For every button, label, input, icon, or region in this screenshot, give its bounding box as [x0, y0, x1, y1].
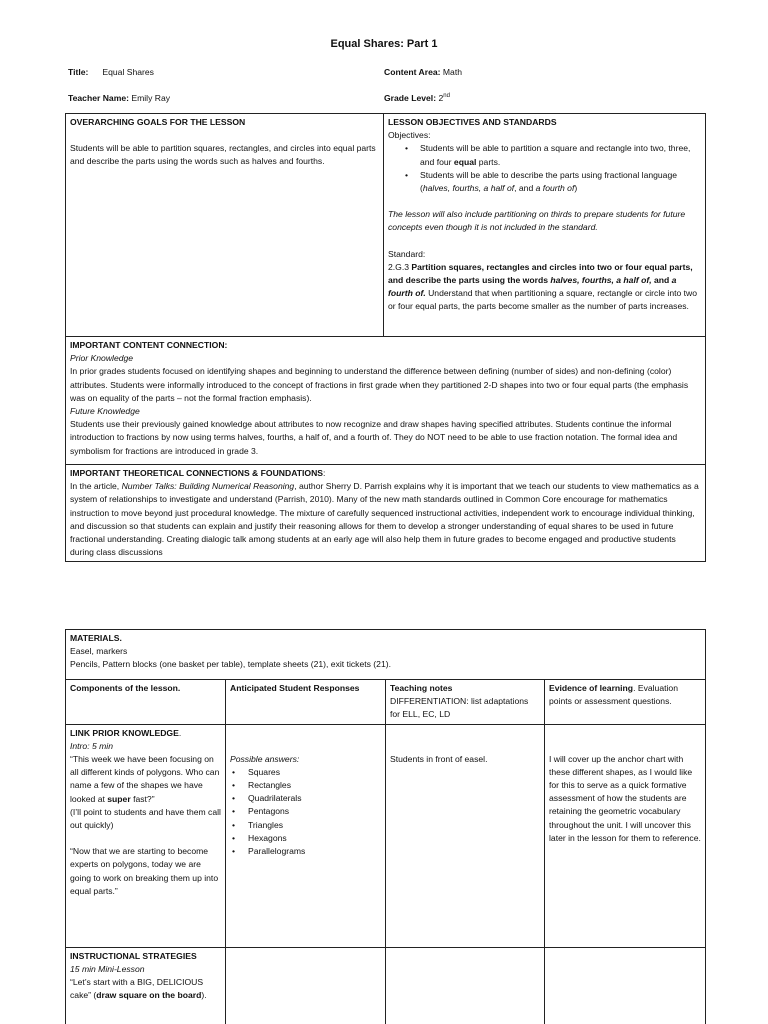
meta-grade-sup: nd — [443, 93, 450, 100]
materials-cell — [66, 630, 706, 680]
materials-heading: MATERIALS. — [70, 633, 122, 643]
meta-title-value: Equal Shares — [102, 67, 154, 77]
row1-note: (I’ll point to students and have them call out quickly) — [70, 806, 221, 831]
row2-evidence-cell — [545, 947, 706, 1024]
column-header-responses: Anticipated Student Responses — [226, 680, 386, 725]
possible-answers-label: Possible answers: — [230, 753, 300, 764]
future-knowledge-label: Future Knowledge — [70, 406, 140, 417]
lesson-overview-table — [65, 113, 706, 562]
theory-text: In the article, Number Talks: Building Numerical Reasoning, author Sherry D. Parrish explains why it is important that we teach our students to view mathematics as a system of relationships to investigate and understand (Parrish, 2010). Many of the new math standards outlined in Common Core encourage for mathematics instruction to move beyond just procedural knowledge. The mixture of carefully sequenced instructional activities, independent work to encourage individual thinking, and discussion so that students can explain and justify their reasoning allows for them to develop a stronger understanding of equal shares to be used in future fractional understanding. Creating dialogic talk among students at an early age will also help them in future grades to become engaged and productive students during class discussions — [70, 481, 699, 558]
standard-text: 2.G.3 Partition squares, rectangles and circles into two or four equal parts, and describe the parts using the words halves, fourths, a half of, and a fourth of. Understand that when partitioning a square, rectangle or circle into two or four equal parts, the parts become smaller as the number of parts increases. — [388, 261, 698, 312]
standard-label: Standard: — [388, 248, 426, 259]
meta-teacher-label: Teacher Name: — [68, 93, 129, 103]
theory-cell — [66, 465, 706, 562]
meta-teacher — [68, 92, 170, 104]
row2-heading: INSTRUCTIONAL STRATEGIES — [70, 950, 197, 961]
answer-item: • Parallelograms — [230, 845, 381, 858]
row2-notes-cell — [386, 947, 545, 1024]
goals-text: Students will be able to partition squares, rectangles, and circles into equal parts and describe the parts using the words such as halves and fourths. — [70, 143, 376, 167]
answer-item: • Quadrilaterals — [230, 792, 381, 805]
row1-heading: LINK PRIOR KNOWLEDGE. — [70, 727, 182, 738]
objectives-heading: LESSON OBJECTIVES AND STANDARDS — [388, 117, 557, 127]
objectives-cell — [384, 114, 706, 337]
meta-content-area-label: Content Area: — [384, 67, 441, 77]
row2-time: 15 min Mini-Lesson — [70, 963, 145, 974]
meta-title — [68, 66, 154, 78]
row2-quote: “Let’s start with a BIG, DELICIOUS cake” (draw square on the board). — [70, 977, 207, 1001]
row2-responses-cell — [226, 947, 386, 1024]
row1-time: Intro: 5 min — [70, 740, 113, 751]
materials-line: Easel, markers — [70, 646, 128, 657]
materials-line: Pencils, Pattern blocks (one basket per table), template sheets (21), exit tickets (21). — [70, 659, 391, 670]
lesson-plan-table — [65, 629, 706, 1024]
objectives-note: The lesson will also include partitioning on thirds to prepare students for future concepts even though it is not included in the standard. — [388, 209, 686, 233]
meta-title-label: Title: — [68, 67, 89, 77]
column-header-teaching-notes: Teaching notes DIFFERENTIATION: list adaptations for ELL, EC, LD — [386, 680, 545, 725]
anticipated-responses-cell — [226, 724, 386, 947]
theory-heading: IMPORTANT THEORETICAL CONNECTIONS & FOUNDATIONS: — [70, 468, 326, 478]
row1-quote-2: “Now that we are starting to become experts on polygons, today we are going to work on breaking them up into equal parts.” — [70, 846, 219, 896]
prior-knowledge-label: Prior Knowledge — [70, 353, 134, 364]
prior-knowledge-text: In prior grades students focused on identifying shapes and beginning to understand the difference between defining (number of sides) and non-defining (color) attributes. Students were informally introduced to the concept of fractions in first grade when they partitioned 2-D shapes into two or four equal parts (the emphasis was on equality of the parts – not the formal fraction emphasis). — [70, 366, 689, 403]
meta-content-area-value: Math — [442, 67, 462, 77]
page-title: Equal Shares: Part 1 — [330, 38, 438, 50]
evidence-text: I will cover up the anchor chart with these different shapes, as I would like for this to serve as a quick formative assessment of how the students are retaining the geometric vocabulary throughout the unit. I will uncover this later in the lesson for them to reference. — [549, 753, 701, 843]
objectives-label: Objectives: — [388, 130, 431, 141]
content-connection-cell — [66, 337, 706, 465]
evidence-cell — [545, 724, 706, 947]
column-header-evidence: Evidence of learning. Evaluation points or assessment questions. — [545, 680, 706, 725]
teaching-notes-cell — [386, 724, 545, 947]
answer-item: • Hexagons — [230, 832, 381, 845]
answer-item: • Pentagons — [230, 805, 381, 818]
goals-heading: OVERARCHING GOALS FOR THE LESSON — [70, 117, 246, 127]
column-header-components: Components of the lesson. — [66, 680, 226, 725]
answer-item: • Rectangles — [230, 779, 381, 792]
meta-grade-value: 2 — [438, 93, 444, 103]
instructional-strategies-component — [66, 947, 226, 1024]
objective-item: • Students will be able to describe the parts using fractional language (halves, fourths, a half of, and a fourth of) — [388, 169, 701, 195]
meta-teacher-value: Emily Ray — [131, 93, 171, 103]
content-connection-heading: IMPORTANT CONTENT CONNECTION: — [70, 340, 228, 350]
meta-grade — [384, 92, 450, 104]
teaching-note: Students in front of easel. — [390, 753, 488, 764]
objective-item: • Students will be able to partition a square and rectangle into two, three, and four equal parts. — [388, 142, 701, 168]
answer-item: • Triangles — [230, 819, 381, 832]
prior-knowledge-component — [66, 724, 226, 947]
row1-quote: “This week we have been focusing on all different kinds of polygons. Who can name a few of the shapes we have looked at super fast?” — [70, 754, 220, 804]
possible-answers-list — [230, 766, 381, 858]
meta-content-area — [384, 66, 462, 78]
future-knowledge-text: Students use their previously gained knowledge about attributes to now recognize and draw shapes having specified attributes. Students continue the informal introduction to fractions by now using terms halves, fourths, a half of, and a fourth of. They do NOT need to be able to use fraction notation. The formal idea and symbolism for fractions are introduced in grade 3. — [70, 419, 678, 456]
goals-cell — [66, 114, 384, 337]
answer-item: • Squares — [230, 766, 381, 779]
objectives-list — [388, 142, 701, 195]
meta-grade-label: Grade Level: — [384, 93, 437, 103]
